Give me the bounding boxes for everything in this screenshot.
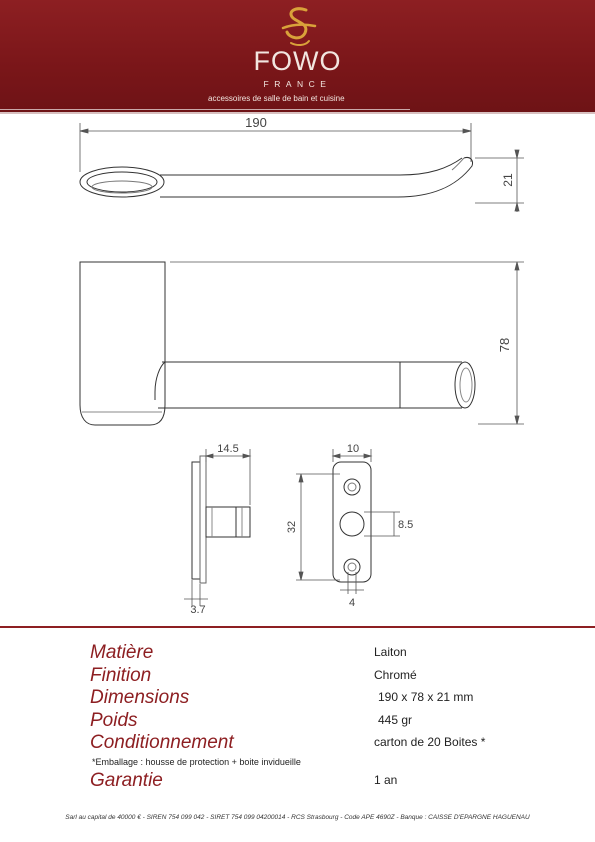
technical-drawing <box>0 114 595 626</box>
spec-label-dimensions: Dimensions <box>90 687 190 708</box>
legal-footer: Sarl au capital de 40000 € - SIREN 754 099 042 - SIRET 754 099 04200014 - RCS Strasbourg - Code APE 4690Z - Banque : CAISSE D'EPARGNE HAGUENAU <box>65 814 530 821</box>
section-divider <box>0 626 595 628</box>
spec-label-matiere: Matière <box>90 642 154 663</box>
spec-label-finition: Finition <box>90 665 152 686</box>
spec-label-garantie: Garantie <box>90 770 163 791</box>
spec-label-poids: Poids <box>90 710 138 731</box>
tagline-rule <box>0 109 410 110</box>
dim-plate-width-label: 10 <box>346 443 360 455</box>
spec-value-finition: Chromé <box>374 668 417 682</box>
dimension-depth <box>475 150 524 212</box>
brand-country: FRANCE <box>263 79 332 89</box>
side-view <box>80 262 475 425</box>
spec-label-conditionnement: Conditionnement <box>90 732 234 753</box>
dim-length-label: 190 <box>245 115 267 130</box>
dimension-base-thickness <box>184 580 208 606</box>
spec-value-conditionnement: carton de 20 Boites * <box>374 735 486 749</box>
dimension-length <box>80 123 471 172</box>
brand-header <box>0 0 595 112</box>
spec-value-dimensions: 190 x 78 x 21 mm <box>378 690 474 704</box>
dim-depth-label: 21 <box>501 173 515 187</box>
dim-height-label: 78 <box>497 337 512 353</box>
spec-value-matiere: Laiton <box>374 645 407 659</box>
dim-base-width-label: 14.5 <box>217 443 239 455</box>
brand-tagline: accessoires de salle de bain et cuisine <box>208 94 345 103</box>
fowo-logo-icon <box>279 6 319 48</box>
dim-hole-small-label: 4 <box>348 597 356 609</box>
dimension-hole-center <box>364 512 400 536</box>
spec-value-poids: 445 gr <box>378 713 413 727</box>
packaging-note: *Emballage : housse de protection + boite invidueille <box>92 757 301 767</box>
spec-value-garantie: 1 an <box>374 773 398 787</box>
dimension-base-width <box>206 449 250 505</box>
mounting-plate-view <box>333 462 371 582</box>
dim-base-thickness-label: 3.7 <box>190 604 206 616</box>
dim-hole-center-label: 8.5 <box>398 519 414 531</box>
brand-name: FOWO <box>253 46 342 76</box>
dim-plate-height-label: 32 <box>286 520 298 534</box>
base-profile-view <box>192 456 250 583</box>
dimension-height <box>170 262 524 424</box>
top-view <box>80 157 473 197</box>
